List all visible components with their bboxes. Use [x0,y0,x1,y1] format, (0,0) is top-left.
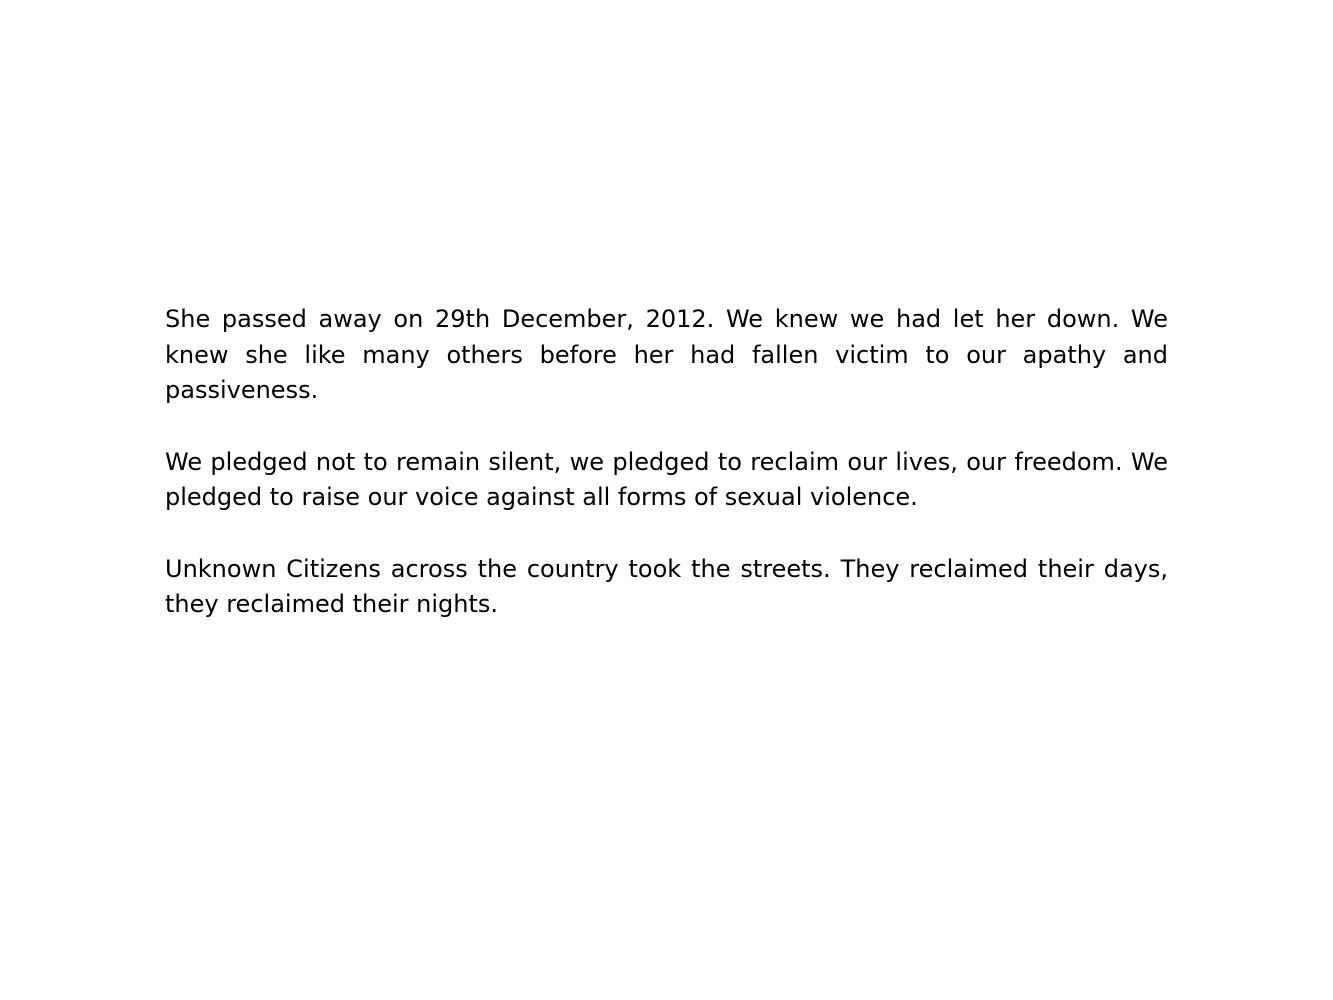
paragraph-3: Unknown Citizens across the country took the streets. They reclaimed their days, they reclaimed their nights. [165,554,1168,618]
body-text [165,302,1168,623]
paragraph-2: We pledged not to remain silent, we pledged to reclaim our lives, our freedom. We pledged to raise our voice against all forms of sexual violence. [165,447,1168,511]
paragraph-1: She passed away on 29th December, 2012. We knew we had let her down. We knew she like many others before her had fallen victim to our apathy and passiveness. [165,305,1168,404]
